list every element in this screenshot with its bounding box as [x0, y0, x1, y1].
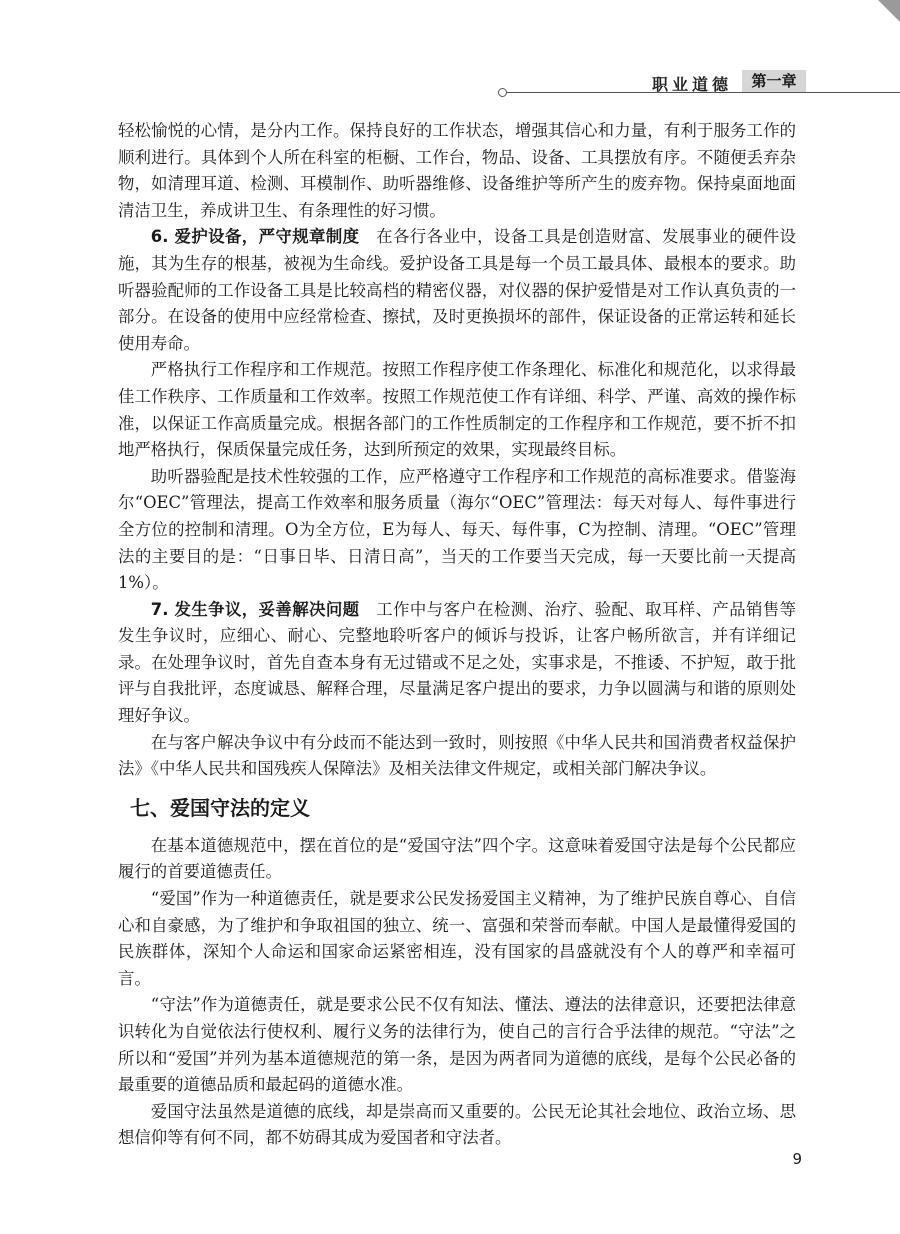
- section-heading: 七、爱国守法的定义: [130, 795, 310, 820]
- paragraph: 在与客户解决争议中有分歧而不能达到一致时，则按照《中华人民共和国消费者权益保护法》《中华人民共和国残疾人保障法》及相关法律文件规定，或相关部门解决争议。: [118, 732, 796, 779]
- paragraph: 严格执行工作程序和工作规范。按照工作程序使工作条理化、标准化和规范化，以求得最佳工作秩序、工作质量和工作效率。按照工作规范使工作有详细、科学、严谨、高效的操作标准，以保证工作高质量完成。根据各部门的工作性质制定的工作程序和工作规范，要不折不扣地严格执行，保质保量完成任务，达到所预定的效果，实现最终目标。: [118, 360, 796, 460]
- page-body: [118, 118, 796, 1152]
- paragraph: 爱国守法虽然是道德的底线，却是崇高而又重要的。公民无论其社会地位、政治立场、思想信仰等有何不同，都不妨碍其成为爱国者和守法者。: [118, 1101, 796, 1148]
- paragraph: 轻松愉悦的心情，是分内工作。保持良好的工作状态，增强其信心和力量，有利于服务工作的顺利进行。具体到个人所在科室的柜橱、工作台，物品、设备、工具摆放有序。不随便丢弃杂物，如清理耳道、检测、耳模制作、助听器维修、设备维护等所产生的废弃物。保持桌面地面清洁卫生，养成讲卫生、有条理性的好习惯。: [118, 121, 796, 220]
- running-header: [0, 70, 900, 110]
- paragraph-item6: [118, 224, 796, 357]
- item-text: 工作中与客户在检测、治疗、验配、取耳样、产品销售等发生争议时，应细心、耐心、完整地聆听客户的倾诉与投诉，让客户畅所欲言，并有详细记录。在处理争议时，首先自查本身有无过错或不足之处，实事求是，不推诿、不护短，敢于批评与自我批评，态度诚恳、解释合理，尽量满足客户提出的要求，力争以圆满与和谐的原则处理好争议。: [118, 599, 797, 726]
- paragraph: “爱国”作为一种道德责任，就是要求公民发扬爱国主义精神，为了维护民族自尊心、自信心和自豪感，为了维护和争取祖国的独立、统一、富强和荣誉而奉献。中国人是最懂得爱国的民族群体，深知个人命运和国家命运紧密相连，没有国家的昌盛就没有个人的尊严和幸福可言。: [118, 889, 796, 988]
- header-chapter-tab: 第一章: [742, 70, 806, 92]
- item-heading: 6. 爱护设备，严守规章制度: [150, 227, 360, 247]
- item-heading: 7. 发生争议，妥善解决问题: [150, 599, 360, 619]
- page-number: 9: [792, 1150, 802, 1168]
- header-book-title: 职业道德: [651, 75, 732, 94]
- paragraph: 在基本道德规范中，摆在首位的是“爱国守法”四个字。这意味着爱国守法是每个公民都应履行的首要道德责任。: [118, 835, 796, 882]
- paragraph-item7: [118, 597, 796, 730]
- paragraph: 助听器验配是技术性较强的工作，应严格遵守工作程序和工作规范的高标准要求。借鉴海尔“OEC”管理法，提高工作效率和服务质量（海尔“OEC”管理法：每天对每人、每件事进行全方位的控制和清理。O为全方位，E为每人、每天、每件事，C为控制、清理。“OEC”管理法的主要目的是：“日事日毕、日清日高”，当天的工作要当天完成，每一天要比前一天提高1%）。: [118, 466, 796, 593]
- paragraph: “守法”作为道德责任，就是要求公民不仅有知法、懂法、遵法的法律意识，还要把法律意识转化为自觉依法行使权利、履行义务的法律行为，使自己的言行合乎法律的规范。“守法”之所以和“爱国”并列为基本道德规范的第一条，是因为两者同为道德的底线，是每个公民必备的最重要的道德品质和最起码的道德水准。: [118, 995, 796, 1095]
- page-corner-fold: [878, 0, 900, 22]
- item-text: 在各行各业中，设备工具是创造财富、发展事业的硬件设施，其为生存的根基，被视为生命线。爱护设备工具是每一个员工最具体、最根本的要求。助听器验配师的工作设备工具是比较高档的精密仪器，对仪器的保护爱惜是对工作认真负责的一部分。在设备的使用中应经常检查、擦拭，及时更换损坏的部件，保证设备的正常运转和延长使用寿命。: [118, 227, 797, 353]
- header-dot: [498, 88, 507, 97]
